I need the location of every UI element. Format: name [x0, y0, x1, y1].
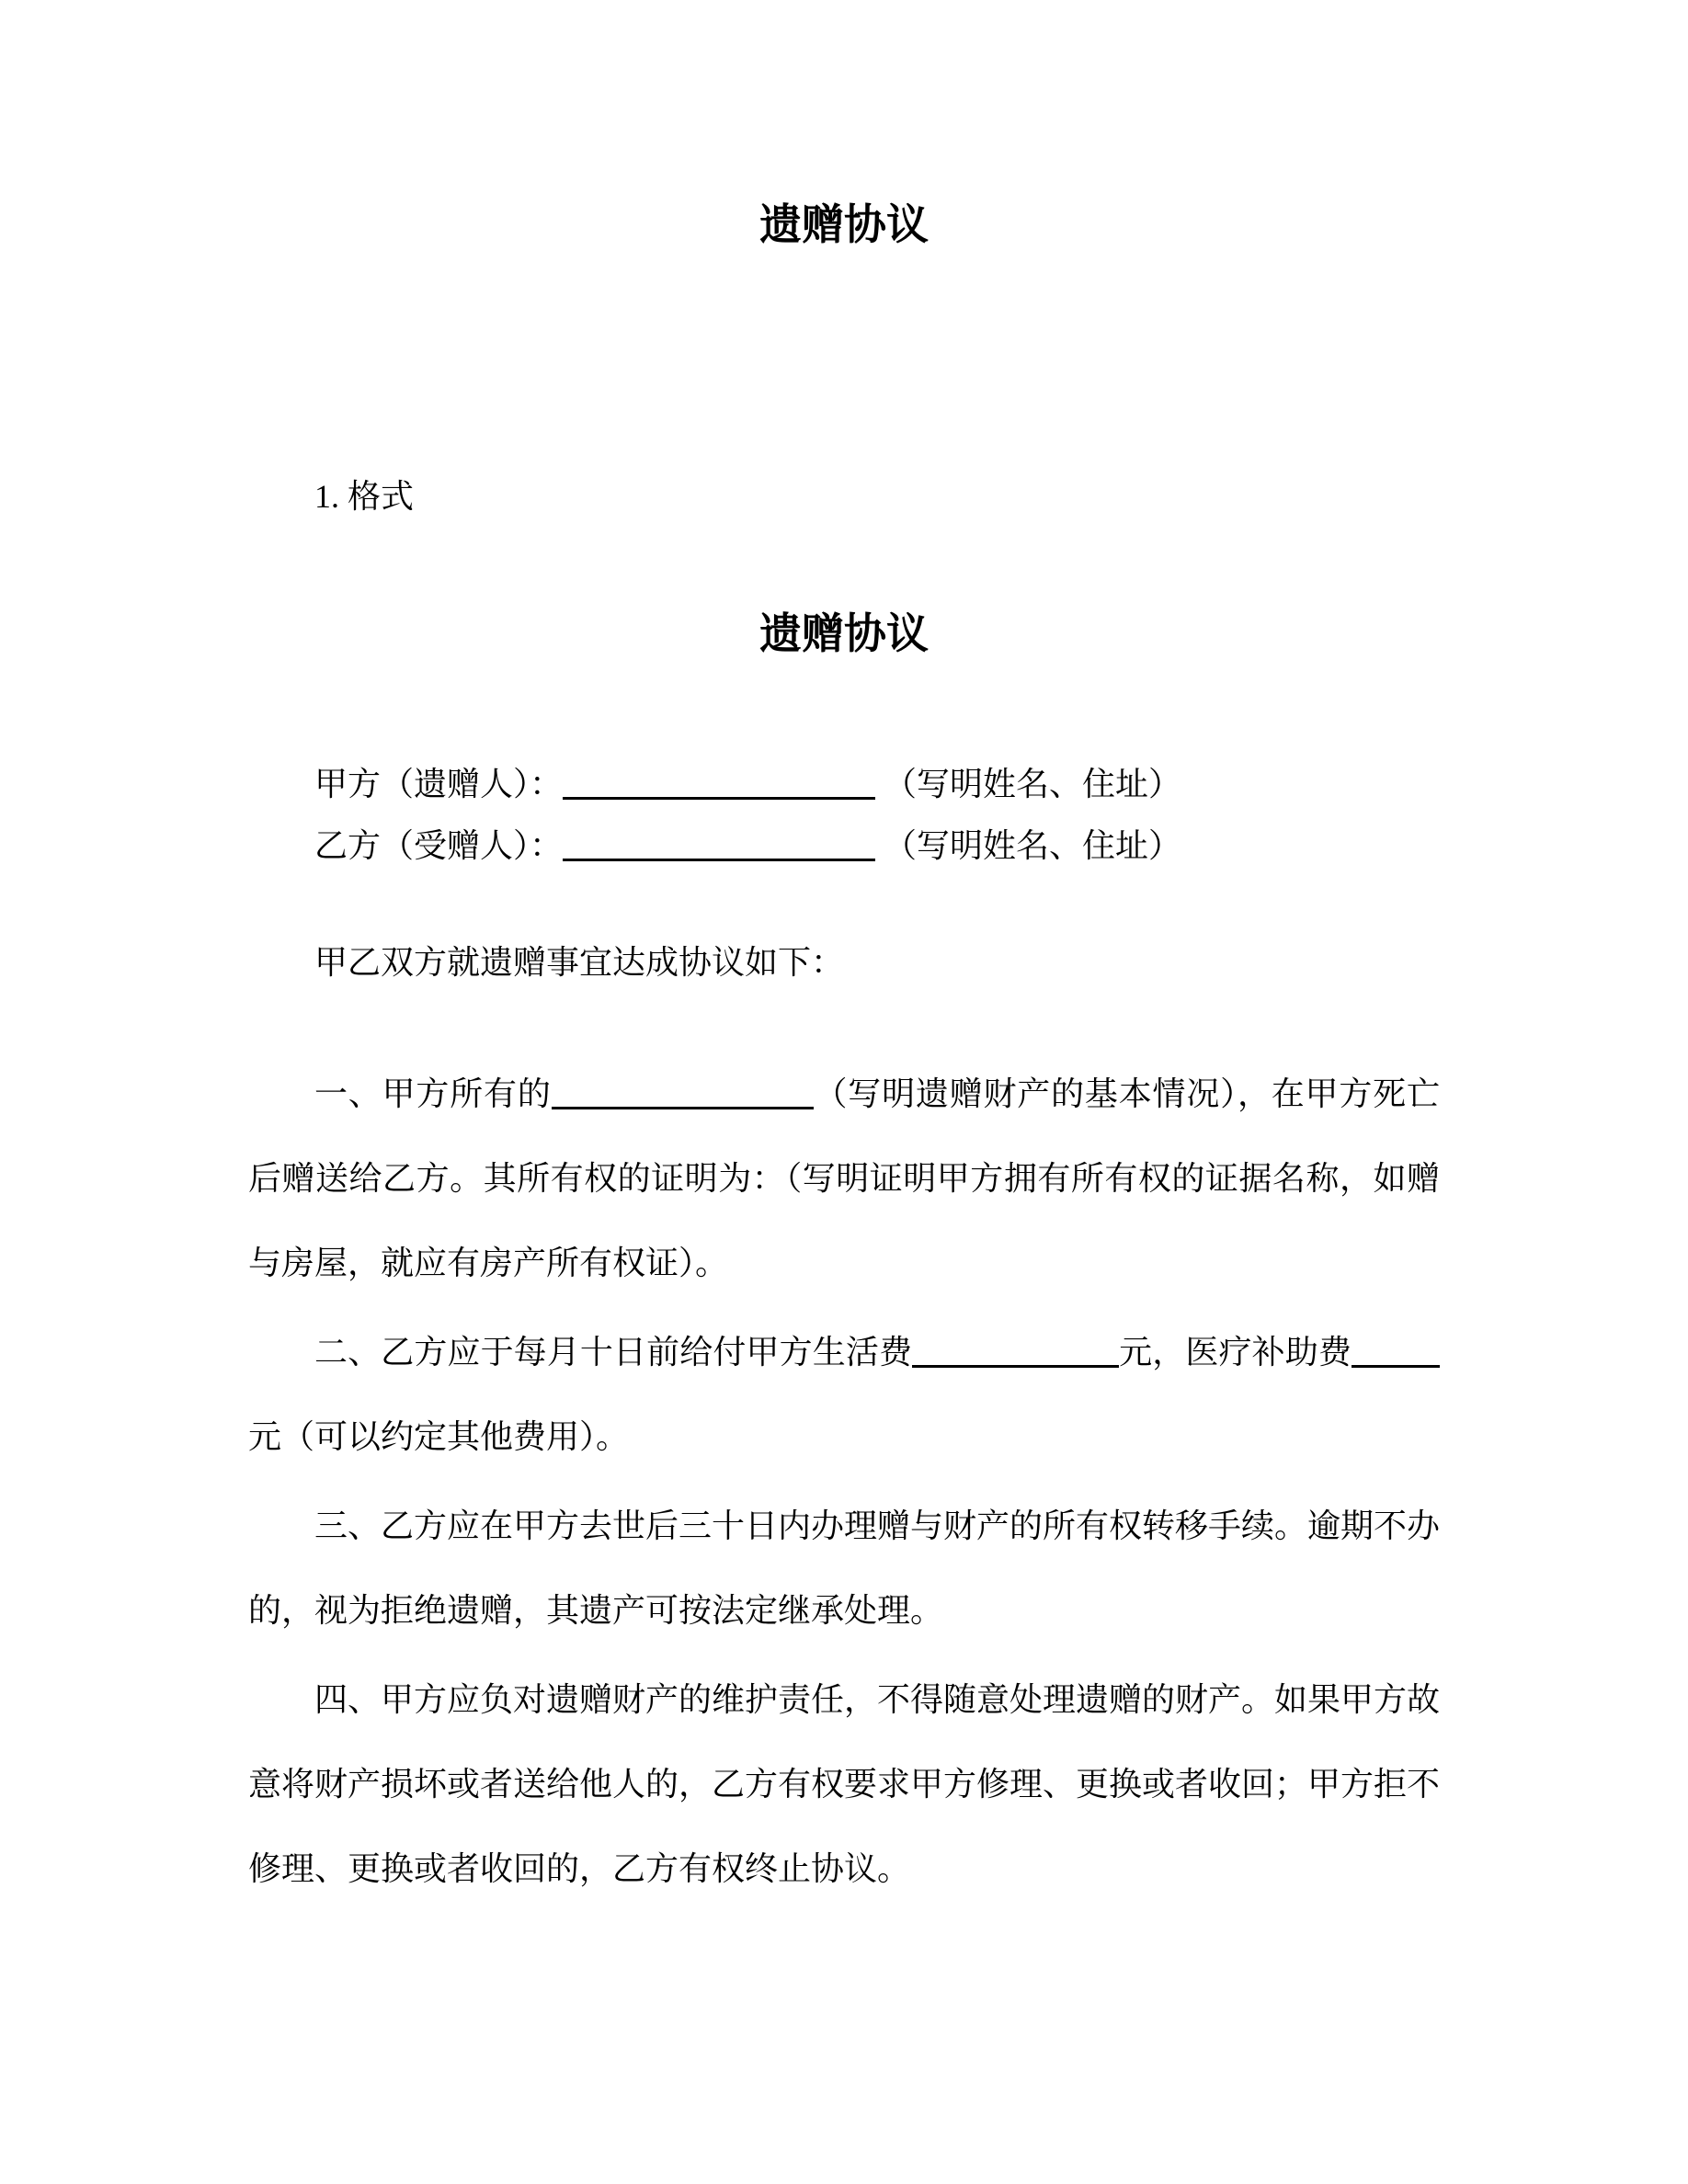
party-a-note: （写明姓名、住址） — [884, 766, 1182, 802]
party-b-fill-in-blank — [563, 859, 875, 861]
clause-text: （写明遗赠财产的基本情况），在甲方死亡后赠送给乙方。其所有权的证明为：（写明证明甲方拥有所有权的证据名称，如赠与房屋，就应有房产所有权证）。 — [248, 1075, 1440, 1281]
clause-text: 二、乙方应于每月十日前给付甲方生活费 — [314, 1334, 913, 1371]
clause-text: 元（可以约定其他费用）。 — [248, 1418, 630, 1455]
main-title: 遗赠协议 — [759, 201, 929, 248]
party-a-fill-in-blank — [563, 797, 875, 800]
clauses-section — [248, 1052, 1440, 1911]
party-b-note: （写明姓名、住址） — [884, 827, 1182, 864]
fill-in-blank — [552, 1107, 814, 1109]
party-a-label: 甲方（遗赠人）： — [314, 766, 564, 802]
clause-text: 四、甲方应负对遗赠财产的维护责任，不得随意处理遗赠的财产。如果甲方故意将财产损坏或者送给他人的，乙方有权要求甲方修理、更换或者收回；甲方拒不修理、更换或者收回的，乙方有权终止协议。 — [248, 1681, 1441, 1887]
party-a-line — [248, 754, 1440, 815]
clause-paragraph-4 — [248, 1657, 1440, 1911]
inner-title: 遗赠协议 — [759, 610, 929, 657]
clause-paragraph-3 — [248, 1484, 1440, 1653]
clause-paragraph-2 — [248, 1310, 1440, 1479]
clause-text: 元，医疗补助费 — [1119, 1334, 1352, 1371]
clause-paragraph-1 — [248, 1052, 1440, 1305]
section-label: 1. 格式 — [314, 478, 415, 515]
party-b-line — [248, 815, 1440, 877]
clause-text: 三、乙方应在甲方去世后三十日内办理赠与财产的所有权转移手续。逾期不办的，视为拒绝遗赠，其遗产可按法定继承处理。 — [248, 1507, 1441, 1629]
clause-text: 一、甲方所有的 — [314, 1075, 552, 1112]
fill-in-blank — [1352, 1365, 1440, 1368]
party-b-label: 乙方（受赠人）： — [314, 827, 564, 864]
fill-in-blank — [912, 1365, 1119, 1368]
intro-line: 甲乙双方就遗赠事宜达成协议如下： — [314, 944, 845, 981]
